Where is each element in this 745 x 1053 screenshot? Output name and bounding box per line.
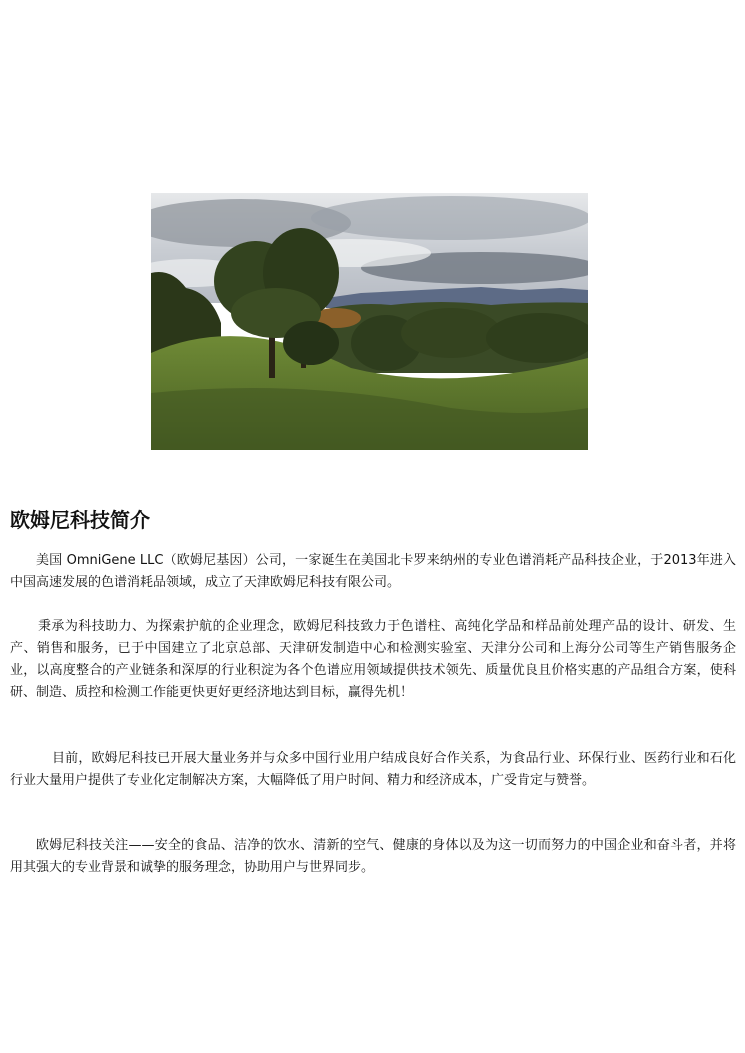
forest-clump	[401, 308, 501, 358]
paragraph-intro: 美国 OmniGene LLC（欧姆尼基因）公司，一家诞生在美国北卡罗来纳州的专业色谱消耗产品科技企业，于2013年进入中国高速发展的色谱消耗品领域，成立了天津欧姆尼科技有限公司。	[10, 553, 736, 590]
landscape-illustration	[151, 193, 588, 450]
paragraph-business: 目前，欧姆尼科技已开展大量业务并与众多中国行业用户结成良好合作关系，为食品行业、环保行业、医药行业和石化行业大量用户提供了专业化定制解决方案，大幅降低了用户时间、精力和经济成本，广受肯定与赞誉。	[10, 751, 736, 788]
landscape-photo	[151, 193, 588, 450]
cloud	[311, 196, 588, 240]
paragraph-philosophy: 秉承为科技助力、为探索护航的企业理念，欧姆尼科技致力于色谱柱、高纯化学品和样品前处理产品的设计、研发、生产、销售和服务，已于中国建立了北京总部、天津研发制造中心和检测实验室、天津分公司和上海分公司等生产销售服务企业，以高度整合的产业链条和深厚的行业积淀为各个色谱应用领域提供技术领先、质量优良且价格实惠的产品组合方案，使科研、制造、质控和检测工作能更快更好更经济地达到目标，赢得先机！	[10, 619, 736, 700]
tree-canopy	[283, 321, 339, 365]
section-title: 欧姆尼科技简介	[10, 508, 150, 532]
paragraph-vision: 欧姆尼科技关注——安全的食品、洁净的饮水、清新的空气、健康的身体以及为这一切而努力的中国企业和奋斗者，并将用其强大的专业背景和诚挚的服务理念，协助用户与世界同步。	[10, 838, 736, 875]
